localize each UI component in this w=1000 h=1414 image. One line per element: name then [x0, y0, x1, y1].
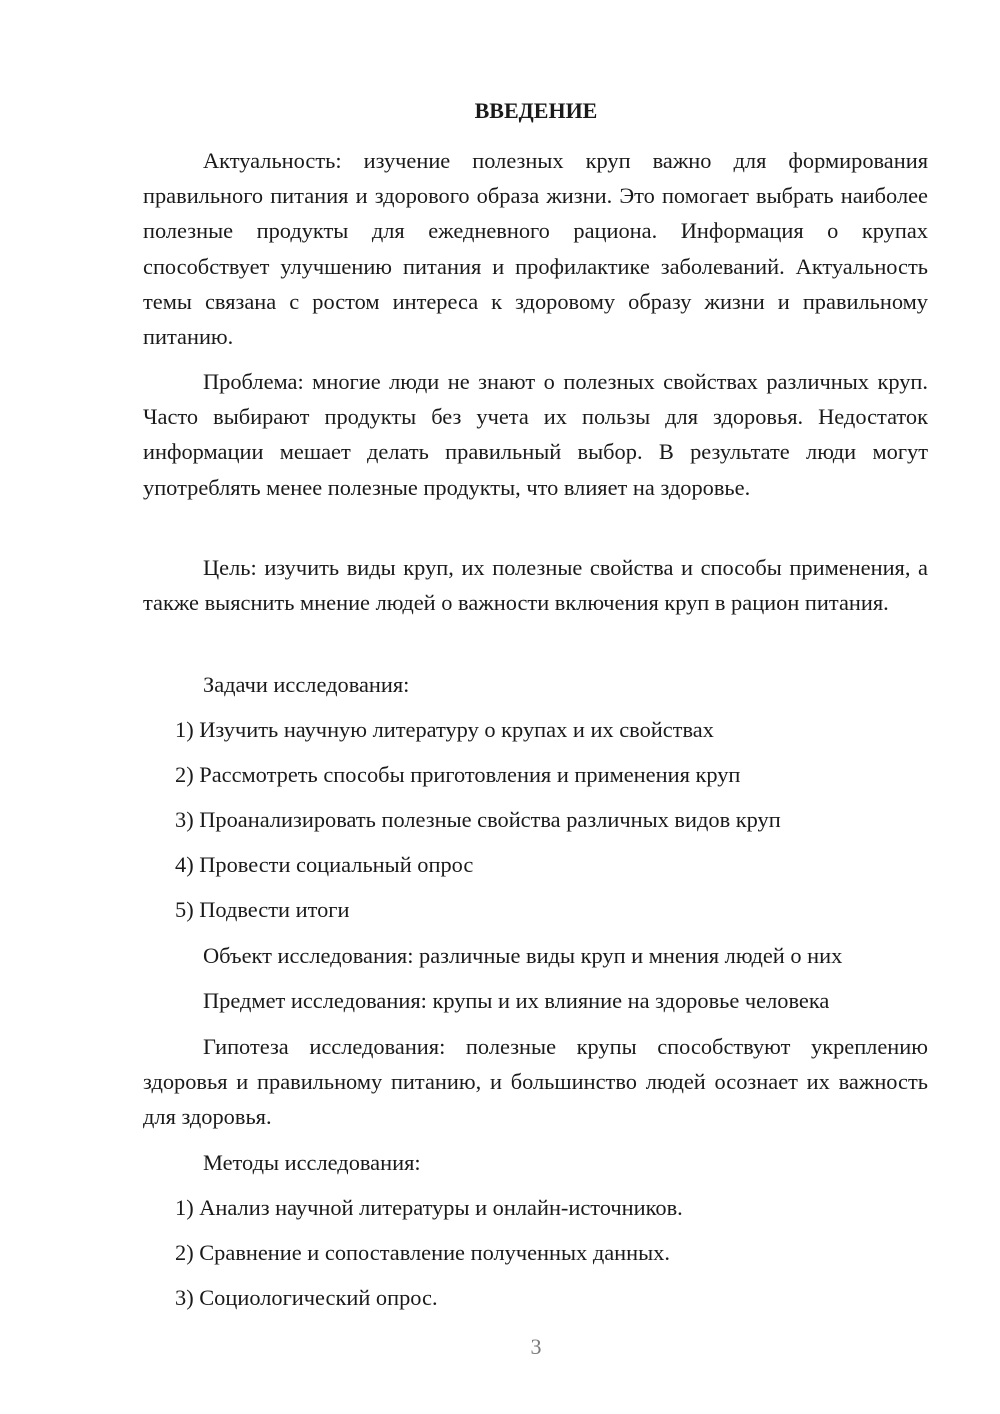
task-item: 3) Проанализировать полезные свойства различных видов круп [175, 807, 781, 832]
method-item: 2) Сравнение и сопоставление полученных данных. [175, 1240, 670, 1265]
research-subject: Предмет исследования: крупы и их влияние на здоровье человека [203, 988, 830, 1013]
task-item: 4) Провести социальный опрос [175, 852, 474, 877]
goal-paragraph: Цель: изучить виды круп, их полезные свойства и способы применения, а также выяснить мнение людей о важности включения круп в рацион питания. [143, 555, 928, 616]
relevance-paragraph: Актуальность: изучение полезных круп важно для формирования правильного питания и здорового образа жизни. Это помогает выбрать наиболее полезные продукты для ежедневного рациона. Информация о крупах способствует улучшению питания и профилактике заболеваний. Актуальность темы связана с ростом интереса к здоровому образу жизни и правильному питанию. [143, 148, 928, 350]
research-object: Объект исследования: различные виды круп и мнения людей о них [203, 943, 843, 968]
page-title: ВВЕДЕНИЕ [474, 98, 598, 123]
task-item: 1) Изучить научную литературу о крупах и их свойствах [175, 717, 714, 742]
methods-heading: Методы исследования: [203, 1150, 421, 1175]
hypothesis-paragraph: Гипотеза исследования: полезные крупы способствуют укреплению здоровья и правильному питанию, и большинство людей осознает их важность для здоровья. [143, 1034, 928, 1130]
tasks-heading: Задачи исследования: [203, 672, 410, 697]
task-item: 5) Подвести итоги [175, 897, 350, 922]
task-item: 2) Рассмотреть способы приготовления и применения круп [175, 762, 741, 787]
page-number: 3 [530, 1334, 542, 1359]
problem-paragraph: Проблема: многие люди не знают о полезных свойствах различных круп. Часто выбирают продукты без учета их пользы для здоровья. Недостаток информации мешает делать правильный выбор. В результате люди могут употреблять менее полезные продукты, что влияет на здоровье. [143, 369, 928, 500]
method-item: 1) Анализ научной литературы и онлайн-источников. [175, 1195, 683, 1220]
method-item: 3) Социологический опрос. [175, 1285, 438, 1310]
